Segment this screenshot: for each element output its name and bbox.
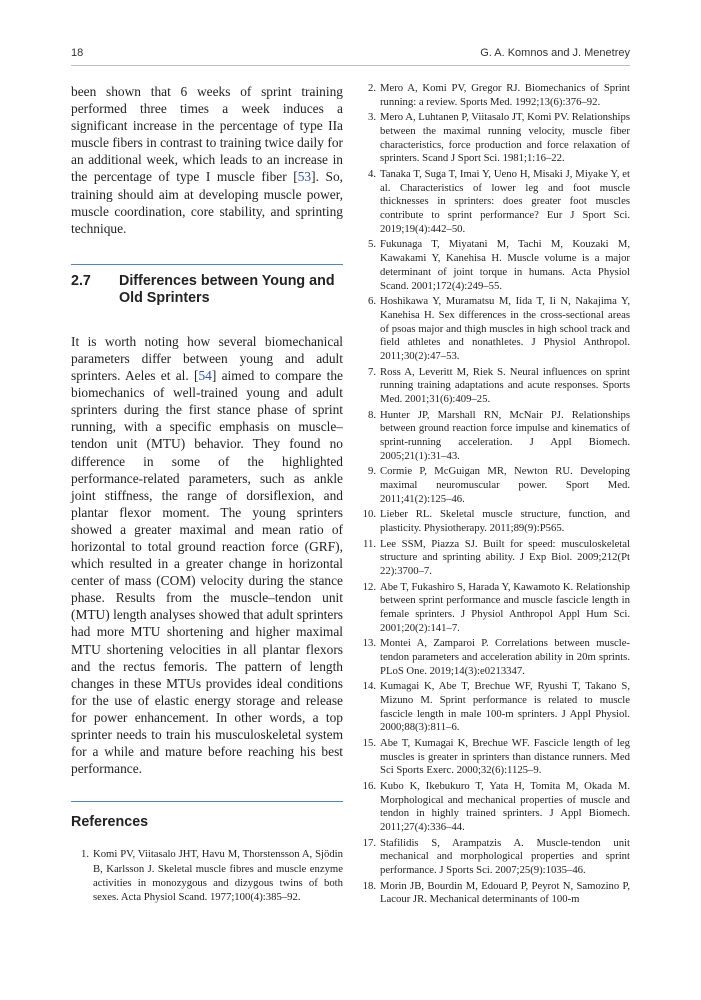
- reference-text: Montei A, Zamparoi P. Correlations between muscle-tendon parameters and acceleration ability in 20m sprints. PLoS One. 2019;14(3):e0213347.: [380, 637, 630, 677]
- reference-text: Abe T, Kumagai K, Brechue WF. Fascicle length of leg muscles is greater in sprinters than distance runners. Med Sci Sports Exerc. 2000;32(6):1125–9.: [380, 736, 630, 777]
- reference-number: 15.: [362, 736, 376, 749]
- reference-item: [358, 538, 630, 579]
- reference-list-left: [71, 847, 343, 904]
- reference-list-right: [358, 82, 630, 909]
- reference-number: 17.: [362, 836, 376, 849]
- reference-number: 5.: [367, 238, 376, 251]
- reference-text: Mero A, Komi PV, Gregor RJ. Biomechanics of Sprint running: a review. Sports Med. 1992;13(6):376–92.: [380, 82, 630, 108]
- reference-item: [358, 295, 630, 364]
- reference-number: 2.: [367, 82, 376, 94]
- reference-number: 18.: [362, 879, 376, 892]
- reference-item: [358, 780, 630, 835]
- reference-text: Kumagai K, Abe T, Brechue WF, Ryushi T, Takano S, Mizuno M. Sprint performance is related to muscle fascicle length in male 100-m sprinters. J Appl Physiol. 2000;88(3):811–6.: [380, 680, 630, 734]
- reference-text: Komi PV, Viitasalo JHT, Havu M, Thorstensson A, Sjödin B, Karlsson J. Skeletal muscle fibres and muscle enzyme activities in monozygous and dizygous twins of both sexes. Acta Physiol Scand. 1977;100(4):385–92.: [93, 848, 343, 904]
- reference-item: [358, 82, 630, 109]
- reference-item: [358, 581, 630, 636]
- reference-number: 12.: [362, 580, 376, 593]
- paragraph-text: It is worth noting how several biomechanical parameters differ between young and adult sprinters. Aeles et al. [: [71, 333, 343, 384]
- reference-number: 3.: [367, 111, 376, 124]
- reference-item: [358, 465, 630, 506]
- reference-item: [358, 837, 630, 878]
- left-column: [71, 83, 343, 906]
- reference-item: [358, 111, 630, 166]
- references-divider: [71, 801, 343, 802]
- paragraph-text: been shown that 6 weeks of sprint training performed three times a week induces a significant increase in the percentage of type IIa muscle fibers in contrast to training twice daily for an additional week, which leads to an increase in the percentage of type I muscle fiber [: [71, 84, 343, 185]
- reference-text: Mero A, Luhtanen P, Viitasalo JT, Komi PV. Relationships between the maximal running velocity, muscle fiber characteristics, force production and force relaxation of sprinters. Scand J Sport Sci. 1981;1:16–22.: [380, 111, 630, 165]
- reference-number: 10.: [362, 508, 376, 521]
- reference-number: 11.: [363, 537, 376, 550]
- reference-text: Ross A, Leveritt M, Riek S. Neural influences on sprint running training adaptations and acute responses. Sports Med. 2001;31(6):409–25.: [380, 365, 630, 405]
- reference-text: Lee SSM, Piazza SJ. Built for speed: musculoskeletal structure and sprinting ability. J Exp Biol. 2009;212(Pt 22):3700–7.: [380, 537, 630, 577]
- reference-item: [358, 366, 630, 407]
- reference-text: Hunter JP, Marshall RN, McNair PJ. Relationships between ground reaction force impulse and kinematics of sprint-running acceleration. J Appl Biomech. 2005;21(1):31–43.: [380, 408, 630, 462]
- reference-number: 8.: [367, 408, 376, 421]
- reference-text: Morin JB, Bourdin M, Edouard P, Peyrot N, Samozino P, Lacour JR. Mechanical determinants of 100-m: [380, 879, 630, 906]
- reference-item: [358, 238, 630, 293]
- reference-number: 6.: [367, 295, 376, 308]
- reference-number: 16.: [362, 779, 376, 792]
- reference-item: [358, 409, 630, 464]
- section-heading: [71, 273, 343, 308]
- reference-number: 13.: [362, 637, 376, 650]
- page-header: [71, 45, 630, 66]
- reference-number: 9.: [367, 465, 376, 478]
- section-title: Differences between Young and Old Sprinters: [119, 272, 335, 307]
- running-head: G. A. Komnos and J. Menetrey: [480, 47, 630, 59]
- reference-item: [358, 680, 630, 735]
- citation-link[interactable]: 54: [198, 368, 212, 384]
- reference-number: 7.: [367, 365, 376, 378]
- reference-item: [71, 847, 343, 904]
- reference-text: Hoshikawa Y, Muramatsu M, Iida T, Ii N, Nakajima Y, Kanehisa H. Sex differences in the cross-sectional areas of psoas major and thigh muscles in high school track and field athletes and nonathletes. J Physiol Anthropol. 2011;30(2):47–53.: [380, 295, 630, 362]
- reference-number: 14.: [362, 680, 376, 693]
- reference-number: 1.: [80, 848, 89, 861]
- reference-text: Abe T, Fukashiro S, Harada Y, Kawamoto K. Relationship between sprint performance and muscle fascicle length in female sprinters. J Physiol Anthropol Appl Hum Sci. 2001;20(2):141–7.: [380, 580, 630, 634]
- reference-item: [358, 168, 630, 237]
- paragraph-text: ] aimed to compare the biomechanics of well-trained young and adult sprinters during the first stance phase of sprint running, with a specific emphasis on muscle–tendon unit (MTU) behavior. They found no difference in some of the highlighted performance-related parameters, such as ankle joint stiffness, the range of dorsiflexion, and plantar flexor moment. The young sprinters showed a greater maximal and mean ratio of horizontal to total ground reaction force (GRF), which resulted in a greater change in horizontal center of mass (COM) velocity during the stance phase. Results from the muscle–tendon unit (MTU) length analyses showed that adult sprinters had more MTU shortening and higher maximal MTU shortening velocities in all plantar flexors and the rectus femoris. The pattern of length changes in these MTUs provides ideal conditions for the use of elastic energy storage and release for power enhancement. In other words, a top sprinter needs to train his musculoskeletal system for a while and mature before reaching his best performance.: [71, 368, 343, 777]
- page-number: 18: [71, 47, 84, 59]
- reference-item: [358, 637, 630, 678]
- paragraph-text: ]. So, training should aim at developing muscle power, muscle coordination, core stability, and sprinting technique.: [71, 169, 344, 236]
- reference-text: Lieber RL. Skeletal muscle structure, function, and plasticity. Physiotherapy. 2011;89(9):P565.: [380, 508, 630, 534]
- reference-text: Kubo K, Ikebukuro T, Yata H, Tomita M, Okada M. Morphological and mechanical properties of muscle and tendon in highly trained sprinters. J Appl Biomech. 2011;27(4):336–44.: [380, 779, 630, 834]
- reference-item: [358, 737, 630, 778]
- reference-text: Fukunaga T, Miyatani M, Tachi M, Kouzaki M, Kawakami Y, Kanehisa H. Muscle volume is a major determinant of joint torque in humans. Acta Physiol Scand. 2001;172(4):249–55.: [380, 238, 630, 292]
- citation-link[interactable]: 53: [297, 169, 312, 185]
- section-paragraph: [71, 333, 343, 777]
- reference-item: [358, 508, 630, 535]
- references-heading: References: [71, 814, 149, 831]
- reference-text: Cormie P, McGuigan MR, Newton RU. Developing maximal neuromuscular power. Sport Med. 2011;41(2):125–46.: [380, 465, 630, 505]
- section-number: 2.7: [71, 272, 91, 289]
- section-divider: [71, 264, 343, 265]
- reference-text: Tanaka T, Suga T, Imai Y, Ueno H, Misaki J, Miyake Y, et al. Characteristics of lower leg and foot muscle thicknesses in sprinters: does greater foot muscles contribute to sprint performance? Eur J Sport Sci. 2019;19(4):442–50.: [380, 168, 630, 235]
- reference-text: Stafilidis S, Arampatzis A. Muscle-tendon unit mechanical and morphological properties and sprint performance. J Sports Sci. 2007;25(9):1035–46.: [380, 836, 630, 877]
- reference-item: [358, 880, 630, 907]
- reference-number: 4.: [367, 168, 376, 180]
- intro-paragraph: [71, 83, 343, 237]
